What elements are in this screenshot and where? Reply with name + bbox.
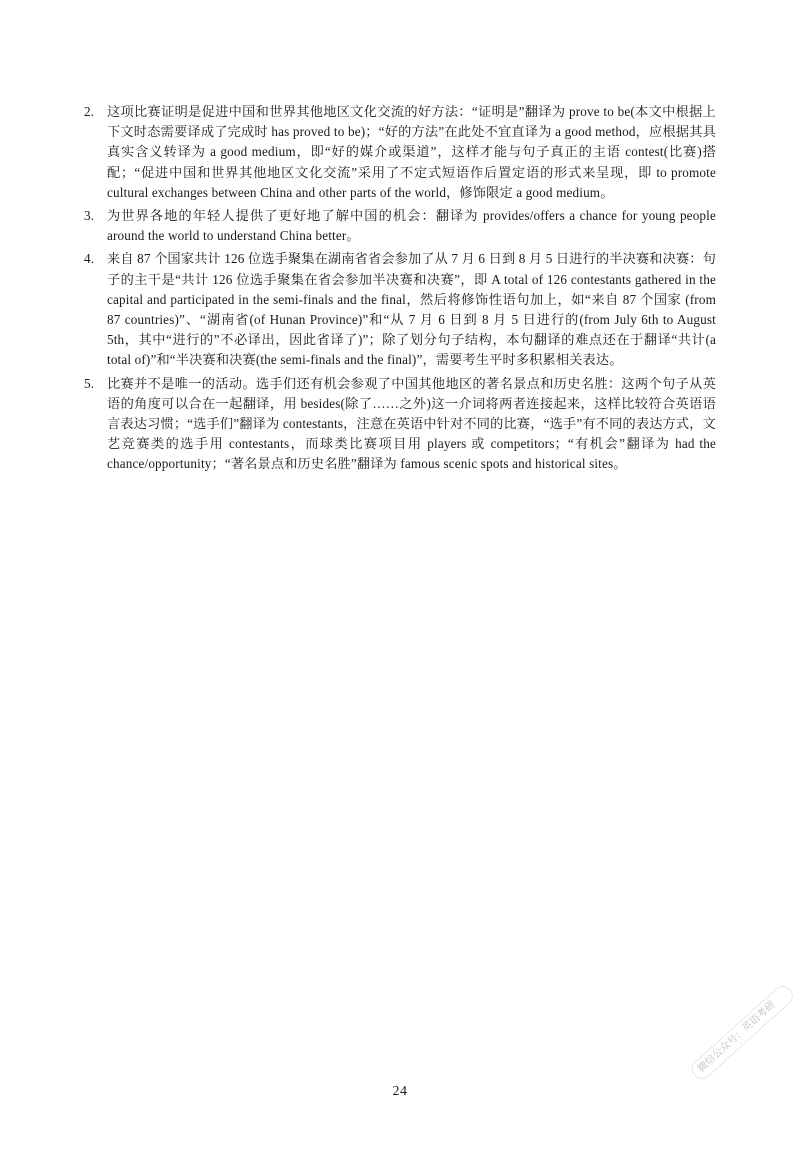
note-number: 4. <box>84 251 95 267</box>
note-number: 2. <box>84 104 95 119</box>
note-item-2 <box>84 102 716 203</box>
note-text: 来自 87 个国家共计 126 位选手聚集在湖南省省会参加了从 7 月 6 日到 8 月 5 日进行的半决赛和决赛：句子的主干是“共计 126 位选手聚集在省会参加半决赛和决赛”，即 A total of 126 contestants gathered in the capital and participated in the semi-finals and the final，然后将修饰性语句加上，如“来自 87 个国家 (from 87 countries)”、“湖南省(of Hunan Province)”和“从 7 月 6 日到 8 月 5 日进行的(from July 6th to August 5th，其中“进行的”不必译出，因此省译了)”；除了划分句子结构，本句翻译的难点还在于翻译“共计(a total of)”和“半决赛和决赛(the semi-finals and the final)”，需要考生平时多积累相关表达。 <box>107 251 716 368</box>
page-number: 24 <box>392 1084 408 1099</box>
watermark: 微信公众号：英语考研 <box>688 982 797 1083</box>
note-text: 这项比赛证明是促进中国和世界其他地区文化交流的好方法：“证明是”翻译为 prove to be(本文中根据上下文时态需要译成了完成时 has proved to be)；“好的方法”在此处不宜直译为 a good method，应根据其具真实含义转译为 a good medium，即“好的媒介或渠道”，这样才能与句子真正的主语 contest(比赛)搭配；“促进中国和世界其他地区文化交流”采用了不定式短语作后置定语的形式来呈现，即 to promote cultural exchanges between China and other parts of the world，修饰限定 a good medium。 <box>107 104 716 200</box>
note-number: 5. <box>84 375 95 391</box>
note-item-5 <box>84 374 716 475</box>
note-text: 为世界各地的年轻人提供了更好地了解中国的机会：翻译为 provides/offers a chance for young people around the world to understand China better。 <box>107 208 716 244</box>
note-item-3 <box>84 206 716 246</box>
translation-notes-list <box>84 102 716 478</box>
note-number: 3. <box>84 208 95 224</box>
note-text: 比赛并不是唯一的活动。选手们还有机会参观了中国其他地区的著名景点和历史名胜：这两个句子从英语的角度可以合在一起翻译，用 besides(除了……之外)这一介词将两者连接起来，这样比较符合英语语言表达习惯；“选手们”翻译为 contestants，注意在英语中针对不同的比赛，“选手”有不同的表达方式，文艺竞赛类的选手用 contestants，而球类比赛项目用 players 或 competitors；“有机会”翻译为 had the chance/opportunity；“著名景点和历史名胜”翻译为 famous scenic spots and historical sites。 <box>107 375 716 472</box>
note-item-4 <box>84 249 716 370</box>
